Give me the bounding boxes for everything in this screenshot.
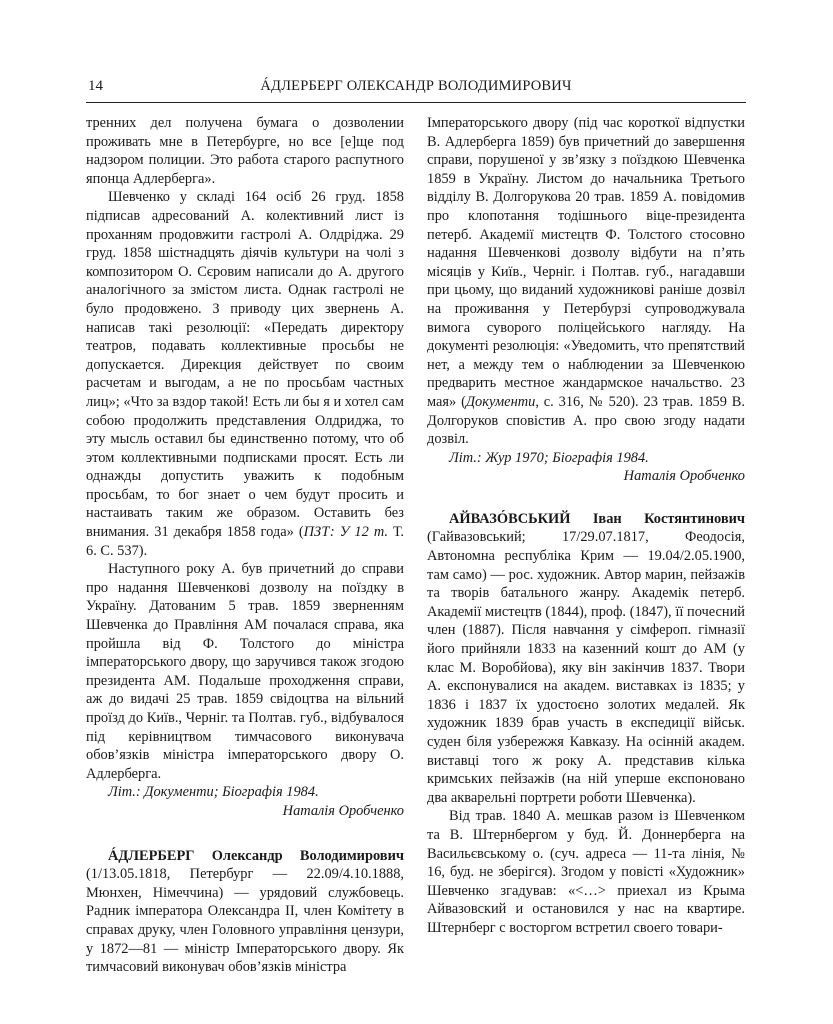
paragraph: Наступного року А. був причетний до справи про надання Шевченкові дозволу на поїздку в Україну. Датованим 5 трав. 1859 зверненням Шевченка до Правління АМ почалася справа, яка пройшла від Ф. Толстого до міністра імператорського двору, що заручився також згодою президента АМ. Подальше проходження справи, аж до видачі 25 трав. 1859 свідоцтва на вільний проїзд до Київ., Черніг. та Полтав. губ., відбувалося під керівництвом тимчасового виконувача обов’язків міністра імператорського двору О. Адлерберга.: [86, 561, 404, 782]
paragraph-text: Шевченко у складі 164 осіб 26 груд. 1858 підписав адресований А. колективний лист із проханням продовжити гастролі А. Олдріджа. 29 груд. 1858 шістнадцять діячів культури на чолі з композитором О. Сєровим написали до А. другого аналогічного за змістом листа. Однак гастролі не було продовжено. З приводу цих звернень А. написав такі резолюції: «Передать директору театров, подавать коллективные просьбы не допускается. Дирекция действует по своим расчетам и выгодам, а не по просьбам частных лиц»; «Что за вздор такой! Есть ли бы я и хотел сам собою продолжить представления Олдриджа, то эту мысль оставил бы единственно потому, что об этом коллективными подписками просят. Есть ли однажды допустить уважить к подобным просьбам, то бог знает о чем будут просить и настаивать таким же образом. Оставить без внимания. 31 декабря 1858 года» (: [86, 189, 404, 541]
paragraph: тренних дел получена бумага о дозволении проживать мне в Петербурге, но все [е]ще под надзором полиции. Это работа старого распутного японца Адлерберга».: [86, 115, 404, 187]
right-column: [427, 114, 745, 938]
paragraph: [86, 188, 404, 560]
paragraph: Від трав. 1840 А. мешкав разом із Шевченком та В. Штернбергом у буд. Й. Доннерберга на Васильєвському о. (суч. адреса — 11-та лінія, № 16, буд. не зберігся). Згодом у повісті «Художник» Шевченко згадував: «<…> приехал из Крыма Айвазовский и остановился у нас на квартире. Штернберг с восторгом встретил своего товари-: [427, 808, 745, 936]
literature-text: Літ.: Жур 1970; Біографія 1984.: [449, 449, 649, 466]
entry-heading: АЙВАЗÓВСЬКИЙ Іван Костянтинович: [449, 510, 745, 527]
paragraph-text: , с. 316, № 520). 23 трав. 1859 В. Долгоруков сповістив А. про свою згоду надати дозвіл.: [427, 393, 745, 448]
paragraph-text: Т. 6. С. 537).: [86, 524, 405, 559]
entry-heading: ÁДЛЕРБЕРГ Олександр Володимирович: [108, 847, 404, 864]
citation-source: ПЗТ: У 12 т.: [303, 524, 389, 541]
literature-reference: [427, 449, 745, 468]
article-author: Наталія Оробченко: [623, 468, 745, 485]
running-title: ÁДЛЕРБЕРГ ОЛЕКСАНДР ВОЛОДИМИРОВИЧ: [260, 78, 572, 94]
paragraph: [427, 114, 745, 449]
left-column: [86, 114, 404, 977]
entry-spacer: [427, 486, 745, 510]
literature-text: Літ.: Документи; Біографія 1984.: [108, 784, 319, 801]
encyclopedia-entry: [86, 847, 404, 977]
page-number: 14: [88, 78, 103, 94]
paragraph-text: Імператорського двору (під час короткої відпустки В. Адлерберга 1859) був причетний до завершення справи, порушеної у зв’язку з поїздкою Шевченка 1859 в Україну. Листом до начальника Третього відділу В. Долгорукова 20 трав. 1859 А. повідомив про клопотання тодішнього віце-президента петерб. Академії мистецтв Ф. Толстого стосовно надання Шевченкові дозволу відбути на п’ять місяців у Київ., Черніг. і Полтав. губ., нагадавши при цьому, що виданий художникові раніше дозвіл на проживання у Петербурзі супроводжувала вимога суворого поліцейського нагляду. На документі резолюція: «Уведомить, что препятствий нет, а между тем о наблюдении за Шевченкою предварить местное жандармское начальство. 23 мая» (: [427, 115, 745, 410]
encyclopedia-entry: [427, 510, 745, 808]
citation-source: Документи: [465, 393, 536, 410]
entry-spacer: [86, 821, 404, 847]
literature-reference: [86, 783, 404, 802]
entry-text: (1/13.05.1818, Петербург — 22.09/4.10.1888, Мюнхен, Німеччина) — урядовий службовець. Радник імператора Олександра II, член Комітету в справах друку, член Головного управління цензури, у 1872—81 — міністр Імператорського двору. Як тимчасовий виконувач обов’язків міністра: [86, 866, 404, 976]
article-author: Наталія Оробченко: [282, 802, 404, 819]
entry-text: (Гайвазовський; 17/29.07.1817, Феодосія, Автономна республіка Крим — 19.04/2.05.1900, там само) — рос. художник. Автор марин, пейзажів та творів батального жанру. Академік петерб. Академії мистецтв (1844), проф. (1847), її почесний член (1887). Після навчання у сімфероп. гімназії його прийняли 1833 на казенний кошт до АМ (у клас М. Воробйова), яку він закінчив 1837. Твори А. експонувалися на академ. виставках із 1835; у 1836 і 1837 їх удостоєно золотих медалей. Як художник 1839 брав участь в експедиції військ. суден біля узбережжя Кавказу. На осінній академ. виставці того ж року А. представив кілька кримських пейзажів (на ній уперше експоновано два акварельні портрети роботи Шевченка).: [427, 529, 745, 806]
running-header: [86, 72, 746, 103]
